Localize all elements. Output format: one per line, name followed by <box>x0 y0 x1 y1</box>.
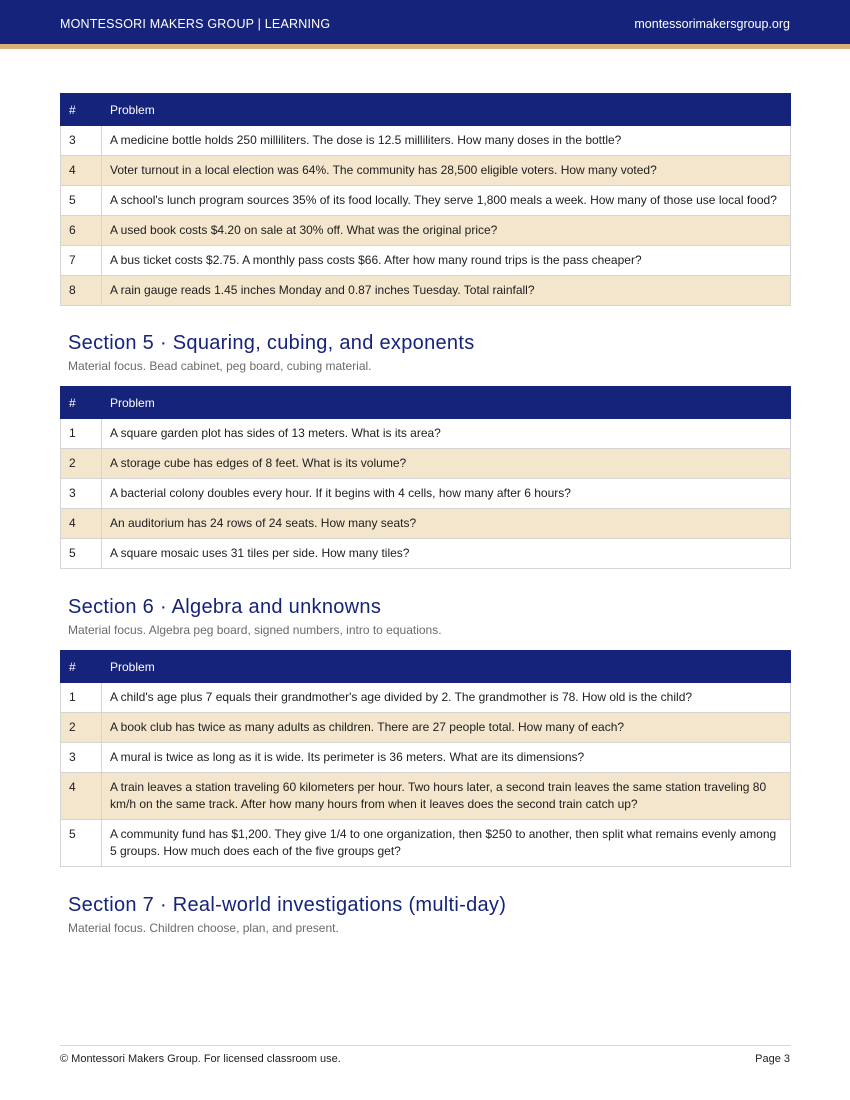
page-content <box>60 93 791 935</box>
section-5 <box>60 332 791 569</box>
material-focus: Material focus. Children choose, plan, and present. <box>68 921 339 935</box>
problem-number: 7 <box>61 246 102 276</box>
column-header-number: # <box>61 94 102 126</box>
page-number: Page 3 <box>755 1053 790 1065</box>
brand-label: MONTESSORI MAKERS GROUP | LEARNING <box>60 17 331 31</box>
section-title: Section 5 · Squaring, cubing, and exponents <box>68 332 475 354</box>
problem-number: 5 <box>61 820 102 867</box>
table-row <box>61 820 791 867</box>
problem-number: 5 <box>61 539 102 569</box>
problem-text: A school's lunch program sources 35% of its food locally. They serve 1,800 meals a week. How many of those use local food? <box>102 186 791 216</box>
problem-text: A square mosaic uses 31 tiles per side. How many tiles? <box>102 539 791 569</box>
table-row <box>61 276 791 306</box>
table-row <box>61 713 791 743</box>
problem-text: A community fund has $1,200. They give 1/4 to one organization, then $250 to another, then split what remains evenly among 5 groups. How much does each of the five groups get? <box>102 820 791 867</box>
problem-text: An auditorium has 24 rows of 24 seats. How many seats? <box>102 509 791 539</box>
problem-table <box>60 386 791 569</box>
table-row <box>61 246 791 276</box>
problem-number: 3 <box>61 743 102 773</box>
problem-text: Voter turnout in a local election was 64%. The community has 28,500 eligible voters. How many voted? <box>102 156 791 186</box>
section-title: Section 7 · Real-world investigations (multi-day) <box>68 894 507 916</box>
footer-copyright: © Montessori Makers Group. For licensed classroom use. <box>60 1053 341 1065</box>
problem-text: A medicine bottle holds 250 milliliters. The dose is 12.5 milliliters. How many doses in the bottle? <box>102 126 791 156</box>
problem-text: A rain gauge reads 1.45 inches Monday and 0.87 inches Tuesday. Total rainfall? <box>102 276 791 306</box>
table-row <box>61 449 791 479</box>
table-row <box>61 509 791 539</box>
problem-number: 5 <box>61 186 102 216</box>
problem-table-continued <box>60 93 791 306</box>
problem-text: A bacterial colony doubles every hour. If it begins with 4 cells, how many after 6 hours? <box>102 479 791 509</box>
top-banner <box>0 0 850 49</box>
section-title: Section 6 · Algebra and unknowns <box>68 596 382 618</box>
footer-divider <box>60 1045 791 1046</box>
problem-number: 3 <box>61 479 102 509</box>
table-row <box>61 126 791 156</box>
problem-number: 4 <box>61 156 102 186</box>
table-row <box>61 683 791 713</box>
material-focus: Material focus. Bead cabinet, peg board, cubing material. <box>68 359 372 373</box>
problem-number: 4 <box>61 773 102 820</box>
problem-number: 3 <box>61 126 102 156</box>
problem-number: 1 <box>61 419 102 449</box>
column-header-number: # <box>61 387 102 419</box>
problem-number: 6 <box>61 216 102 246</box>
table-row <box>61 743 791 773</box>
problem-text: A used book costs $4.20 on sale at 30% off. What was the original price? <box>102 216 791 246</box>
problem-text: A train leaves a station traveling 60 kilometers per hour. Two hours later, a second train leaves the same station traveling 80 km/h on the same track. After how many hours from when it leaves does the second train catch up? <box>102 773 791 820</box>
table-row <box>61 539 791 569</box>
column-header-number: # <box>61 651 102 683</box>
table-row <box>61 186 791 216</box>
section-7 <box>60 894 791 935</box>
column-header-problem: Problem <box>102 651 791 683</box>
problem-number: 4 <box>61 509 102 539</box>
section-6 <box>60 596 791 867</box>
problem-text: A mural is twice as long as it is wide. Its perimeter is 36 meters. What are its dimensions? <box>102 743 791 773</box>
problem-number: 1 <box>61 683 102 713</box>
site-url[interactable]: montessorimakersgroup.org <box>634 17 790 31</box>
column-header-problem: Problem <box>102 94 791 126</box>
table-row <box>61 156 791 186</box>
problem-text: A bus ticket costs $2.75. A monthly pass costs $66. After how many round trips is the pass cheaper? <box>102 246 791 276</box>
column-header-problem: Problem <box>102 387 791 419</box>
problem-number: 8 <box>61 276 102 306</box>
table-row <box>61 419 791 449</box>
problem-number: 2 <box>61 713 102 743</box>
problem-number: 2 <box>61 449 102 479</box>
problem-text: A child's age plus 7 equals their grandmother's age divided by 2. The grandmother is 78. How old is the child? <box>102 683 791 713</box>
problem-text: A storage cube has edges of 8 feet. What is its volume? <box>102 449 791 479</box>
table-row <box>61 216 791 246</box>
problem-text: A square garden plot has sides of 13 meters. What is its area? <box>102 419 791 449</box>
problem-text: A book club has twice as many adults as children. There are 27 people total. How many of each? <box>102 713 791 743</box>
table-row <box>61 479 791 509</box>
material-focus: Material focus. Algebra peg board, signed numbers, intro to equations. <box>68 623 442 637</box>
table-row <box>61 773 791 820</box>
problem-table <box>60 650 791 867</box>
